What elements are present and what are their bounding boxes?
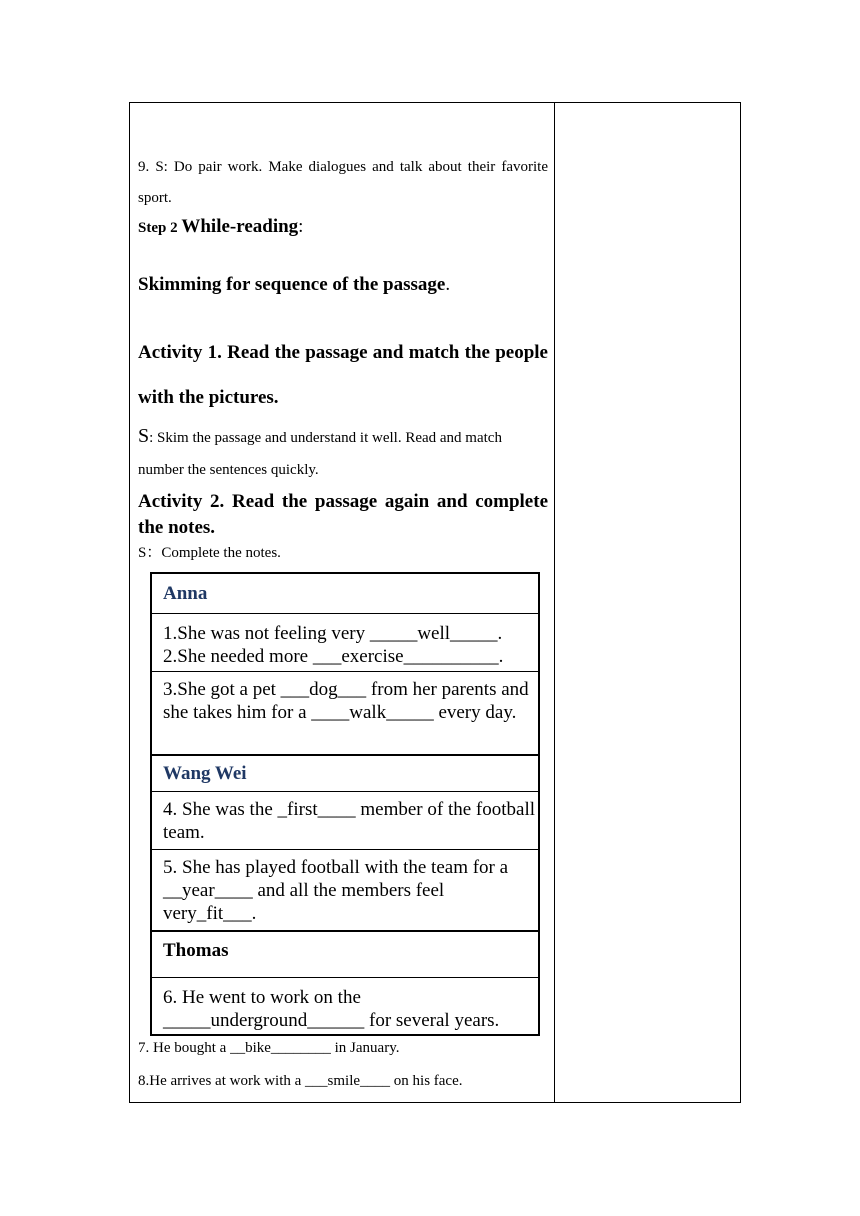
thomas-header: Thomas [152, 932, 538, 978]
anna-header: Anna [152, 574, 538, 614]
wang-note-4: 4. She was the _first____ member of the football team. [152, 792, 538, 850]
step2-colon: : [298, 216, 304, 237]
step-item-9: 9. S: Do pair work. Make dialogues and talk about their favorite sport. [138, 159, 548, 206]
note-item-7: 7. He bought a __bike________ in January. [138, 1040, 400, 1056]
student-label: S [138, 425, 150, 447]
student-skim-instruction [138, 420, 548, 486]
anna-note-3: 3.She got a pet ___dog___ from her parents and she takes him for a ____walk_____ every day. [152, 672, 538, 756]
activity-2-heading: Activity 2. Read the passage again and complete the notes. [138, 491, 548, 538]
note-item-8: 8.He arrives at work with a ___smile____ on his face. [138, 1073, 463, 1089]
activity-1-heading: Activity 1. Read the passage and match the people with the pictures. [138, 342, 548, 408]
column-divider [554, 102, 555, 1103]
skim-instruction-text: : Skim the passage and understand it well. Read and match number the sentences quickly. [138, 430, 502, 478]
anna-notes-1-2 [152, 614, 538, 672]
thomas-note-6: 6. He went to work on the _____underground______ for several years. [163, 987, 500, 1031]
anna-note-2: 2.She needed more ___exercise__________. [163, 646, 504, 667]
anna-note-1: 1.She was not feeling very _____well_____. [163, 623, 503, 644]
skimming-heading [138, 274, 450, 296]
step2-prefix: Step 2 [138, 220, 178, 236]
skimming-text: Skimming for sequence of the passage [138, 274, 446, 295]
wang-wei-header: Wang Wei [152, 756, 538, 792]
skimming-dot: . [445, 274, 451, 295]
step2-heading [138, 216, 303, 238]
step2-title: While-reading [181, 216, 299, 237]
wang-note-5: 5. She has played football with the team for a __year____ and all the members feel very_fit___. [152, 850, 538, 932]
student-complete-instruction: S：Complete the notes. [138, 545, 281, 561]
notes-table [150, 572, 540, 1036]
